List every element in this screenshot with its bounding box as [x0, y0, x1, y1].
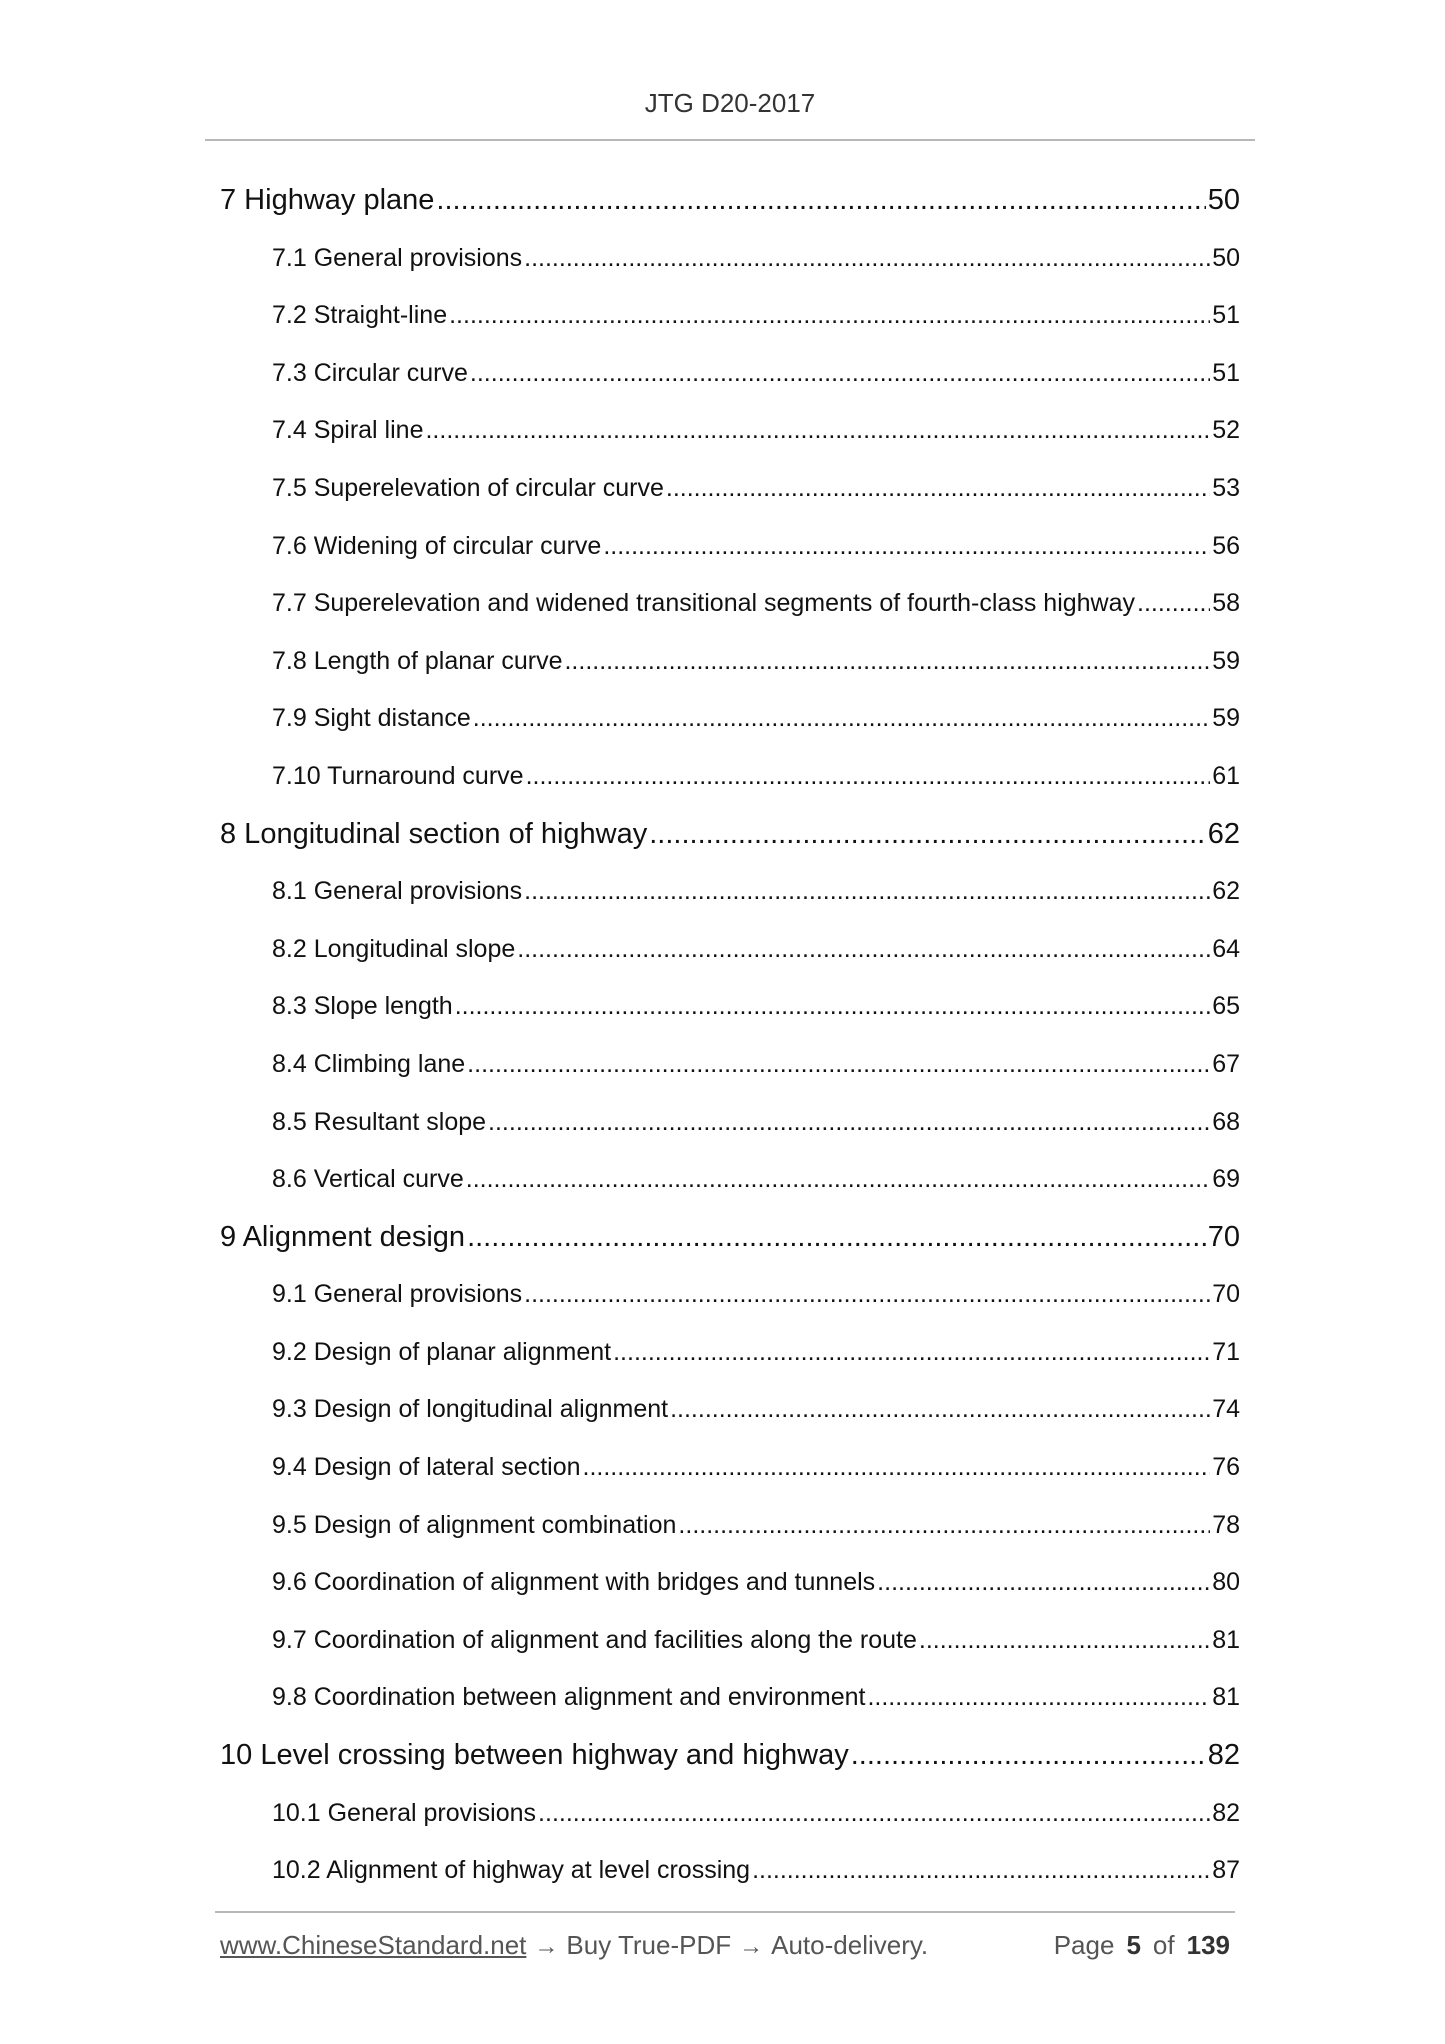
header-divider [205, 139, 1255, 141]
toc-section-entry[interactable] [220, 1439, 1240, 1497]
toc-chapter-entry[interactable] [220, 1209, 1240, 1267]
toc-section-entry[interactable] [220, 978, 1240, 1036]
toc-dot-leader [603, 518, 1210, 576]
toc-entry-page-number: 64 [1212, 934, 1240, 963]
toc-dot-leader [867, 1669, 1210, 1727]
toc-dot-leader [436, 172, 1205, 230]
toc-section-entry[interactable] [220, 1842, 1240, 1900]
toc-entry-title: 10.2 Alignment of highway at level crossing [272, 1856, 751, 1885]
toc-dot-leader [649, 806, 1205, 864]
toc-entry-page-number: 58 [1212, 589, 1240, 618]
delivery-text: Auto-delivery. [771, 1930, 929, 1960]
toc-dot-leader [666, 460, 1210, 518]
toc-dot-leader [583, 1439, 1211, 1497]
toc-entry-page-number: 74 [1212, 1395, 1240, 1424]
toc-entry-title: 9.5 Design of alignment combination [272, 1510, 677, 1539]
toc-entry-title: 8.6 Vertical curve [272, 1165, 464, 1194]
footer-promo [220, 1930, 928, 1961]
toc-entry-title: 9.2 Design of planar alignment [272, 1337, 612, 1366]
toc-entry-title: 8.5 Resultant slope [272, 1107, 487, 1136]
toc-entry-title: 7.5 Superelevation of circular curve [272, 473, 664, 502]
toc-entry-page-number: 78 [1212, 1510, 1240, 1539]
toc-entry-page-number: 69 [1212, 1165, 1240, 1194]
toc-section-entry[interactable] [220, 518, 1240, 576]
toc-entry-page-number: 61 [1212, 761, 1240, 790]
toc-entry-title: 9 Alignment design [220, 1220, 466, 1253]
toc-entry-title: 8 Longitudinal section of highway [220, 817, 648, 850]
toc-dot-leader [466, 1151, 1210, 1209]
toc-section-entry[interactable] [220, 460, 1240, 518]
toc-entry-page-number: 52 [1212, 416, 1240, 445]
toc-section-entry[interactable] [220, 863, 1240, 921]
toc-entry-title: 7.9 Sight distance [272, 704, 471, 733]
toc-section-entry[interactable] [220, 1669, 1240, 1727]
toc-entry-title: 10 Level crossing between highway and highway [220, 1739, 849, 1772]
toc-dot-leader [670, 1381, 1210, 1439]
toc-dot-leader [851, 1727, 1206, 1785]
page-label: Page [1053, 1930, 1115, 1960]
toc-entry-page-number: 80 [1212, 1568, 1240, 1597]
toc-entry-title: 9.7 Coordination of alignment and facilities along the route [272, 1625, 917, 1654]
toc-section-entry[interactable] [220, 690, 1240, 748]
toc-entry-page-number: 50 [1207, 184, 1240, 216]
toc-dot-leader [467, 1209, 1206, 1267]
toc-entry-page-number: 71 [1212, 1337, 1240, 1366]
page-total: 139 [1186, 1930, 1230, 1960]
page-of-label: of [1152, 1930, 1175, 1960]
toc-entry-title: 7.6 Widening of circular curve [272, 531, 602, 560]
toc-entry-page-number: 70 [1212, 1280, 1240, 1309]
toc-dot-leader [877, 1554, 1210, 1612]
toc-entry-title: 9.8 Coordination between alignment and environment [272, 1683, 866, 1712]
toc-dot-leader [538, 1785, 1210, 1843]
arrow-right-icon: → [739, 1933, 764, 1960]
toc-dot-leader [488, 1094, 1210, 1152]
buy-text: Buy True-PDF [566, 1930, 732, 1960]
toc-entry-title: 7.3 Circular curve [272, 358, 468, 387]
table-of-contents [220, 172, 1240, 1900]
toc-entry-title: 8.3 Slope length [272, 992, 453, 1021]
toc-dot-leader [425, 402, 1210, 460]
toc-section-entry[interactable] [220, 1381, 1240, 1439]
toc-entry-page-number: 65 [1212, 992, 1240, 1021]
toc-dot-leader [613, 1324, 1210, 1382]
toc-entry-title: 7 Highway plane [220, 184, 435, 216]
toc-dot-leader [752, 1842, 1210, 1900]
toc-section-entry[interactable] [220, 748, 1240, 806]
toc-dot-leader [524, 1266, 1210, 1324]
toc-dot-leader [1137, 575, 1210, 633]
toc-entry-title: 7.10 Turnaround curve [272, 761, 524, 790]
toc-entry-page-number: 87 [1212, 1856, 1240, 1885]
toc-section-entry[interactable] [220, 230, 1240, 288]
toc-section-entry[interactable] [220, 921, 1240, 979]
website-link[interactable]: www.ChineseStandard.net [220, 1930, 527, 1960]
arrow-right-icon: → [534, 1933, 559, 1960]
toc-entry-title: 8.2 Longitudinal slope [272, 934, 516, 963]
footer-divider [215, 1911, 1235, 1913]
toc-entry-page-number: 59 [1212, 646, 1240, 675]
toc-dot-leader [564, 633, 1210, 691]
toc-chapter-entry[interactable] [220, 806, 1240, 864]
toc-entry-page-number: 51 [1212, 301, 1240, 330]
toc-entry-title: 7.4 Spiral line [272, 416, 424, 445]
toc-entry-title: 8.4 Climbing lane [272, 1049, 466, 1078]
toc-entry-page-number: 82 [1207, 1739, 1240, 1772]
running-header: JTG D20-2017 [644, 88, 816, 118]
toc-entry-page-number: 50 [1212, 243, 1240, 272]
toc-entry-title: 10.1 General provisions [272, 1798, 537, 1827]
toc-section-entry[interactable] [220, 1094, 1240, 1152]
toc-section-entry[interactable] [220, 1266, 1240, 1324]
toc-entry-page-number: 76 [1212, 1453, 1240, 1482]
toc-chapter-entry[interactable] [220, 172, 1240, 230]
toc-entry-title: 9.6 Coordination of alignment with bridges and tunnels [272, 1568, 876, 1597]
toc-dot-leader [678, 1497, 1210, 1555]
toc-dot-leader [524, 863, 1210, 921]
toc-entry-title: 7.2 Straight-line [272, 301, 448, 330]
toc-entry-page-number: 67 [1212, 1049, 1240, 1078]
toc-dot-leader [919, 1612, 1210, 1670]
toc-dot-leader [473, 690, 1210, 748]
toc-section-entry[interactable] [220, 1151, 1240, 1209]
toc-entry-page-number: 68 [1212, 1107, 1240, 1136]
page-footer [220, 1930, 1230, 1970]
toc-entry-page-number: 53 [1212, 473, 1240, 502]
toc-section-entry[interactable] [220, 1324, 1240, 1382]
toc-dot-leader [449, 287, 1210, 345]
toc-chapter-entry[interactable] [220, 1727, 1240, 1785]
toc-entry-title: 7.7 Superelevation and widened transitional segments of fourth-class highway [272, 589, 1136, 618]
toc-section-entry[interactable] [220, 1036, 1240, 1094]
toc-section-entry[interactable] [220, 1497, 1240, 1555]
page-current: 5 [1126, 1930, 1141, 1960]
toc-entry-title: 9.4 Design of lateral section [272, 1453, 581, 1482]
toc-section-entry[interactable] [220, 575, 1240, 633]
toc-entry-page-number: 51 [1212, 358, 1240, 387]
toc-entry-page-number: 56 [1212, 531, 1240, 560]
toc-section-entry[interactable] [220, 402, 1240, 460]
toc-dot-leader [526, 748, 1211, 806]
toc-dot-leader [517, 921, 1210, 979]
toc-entry-page-number: 82 [1212, 1798, 1240, 1827]
toc-entry-page-number: 70 [1207, 1220, 1240, 1253]
toc-entry-page-number: 81 [1212, 1683, 1240, 1712]
toc-entry-page-number: 81 [1212, 1625, 1240, 1654]
toc-dot-leader [470, 345, 1210, 403]
toc-section-entry[interactable] [220, 1554, 1240, 1612]
toc-entry-page-number: 62 [1207, 817, 1240, 850]
toc-entry-title: 8.1 General provisions [272, 877, 523, 906]
page-indicator [1054, 1930, 1230, 1961]
toc-section-entry[interactable] [220, 287, 1240, 345]
toc-dot-leader [524, 230, 1210, 288]
toc-entry-page-number: 62 [1212, 877, 1240, 906]
toc-entry-title: 9.1 General provisions [272, 1280, 523, 1309]
toc-entry-title: 7.1 General provisions [272, 243, 523, 272]
toc-entry-title: 7.8 Length of planar curve [272, 646, 563, 675]
toc-section-entry[interactable] [220, 345, 1240, 403]
toc-entry-title: 9.3 Design of longitudinal alignment [272, 1395, 669, 1424]
toc-section-entry[interactable] [220, 1612, 1240, 1670]
toc-section-entry[interactable] [220, 1785, 1240, 1843]
toc-section-entry[interactable] [220, 633, 1240, 691]
toc-entry-page-number: 59 [1212, 704, 1240, 733]
toc-dot-leader [455, 978, 1210, 1036]
toc-dot-leader [467, 1036, 1210, 1094]
